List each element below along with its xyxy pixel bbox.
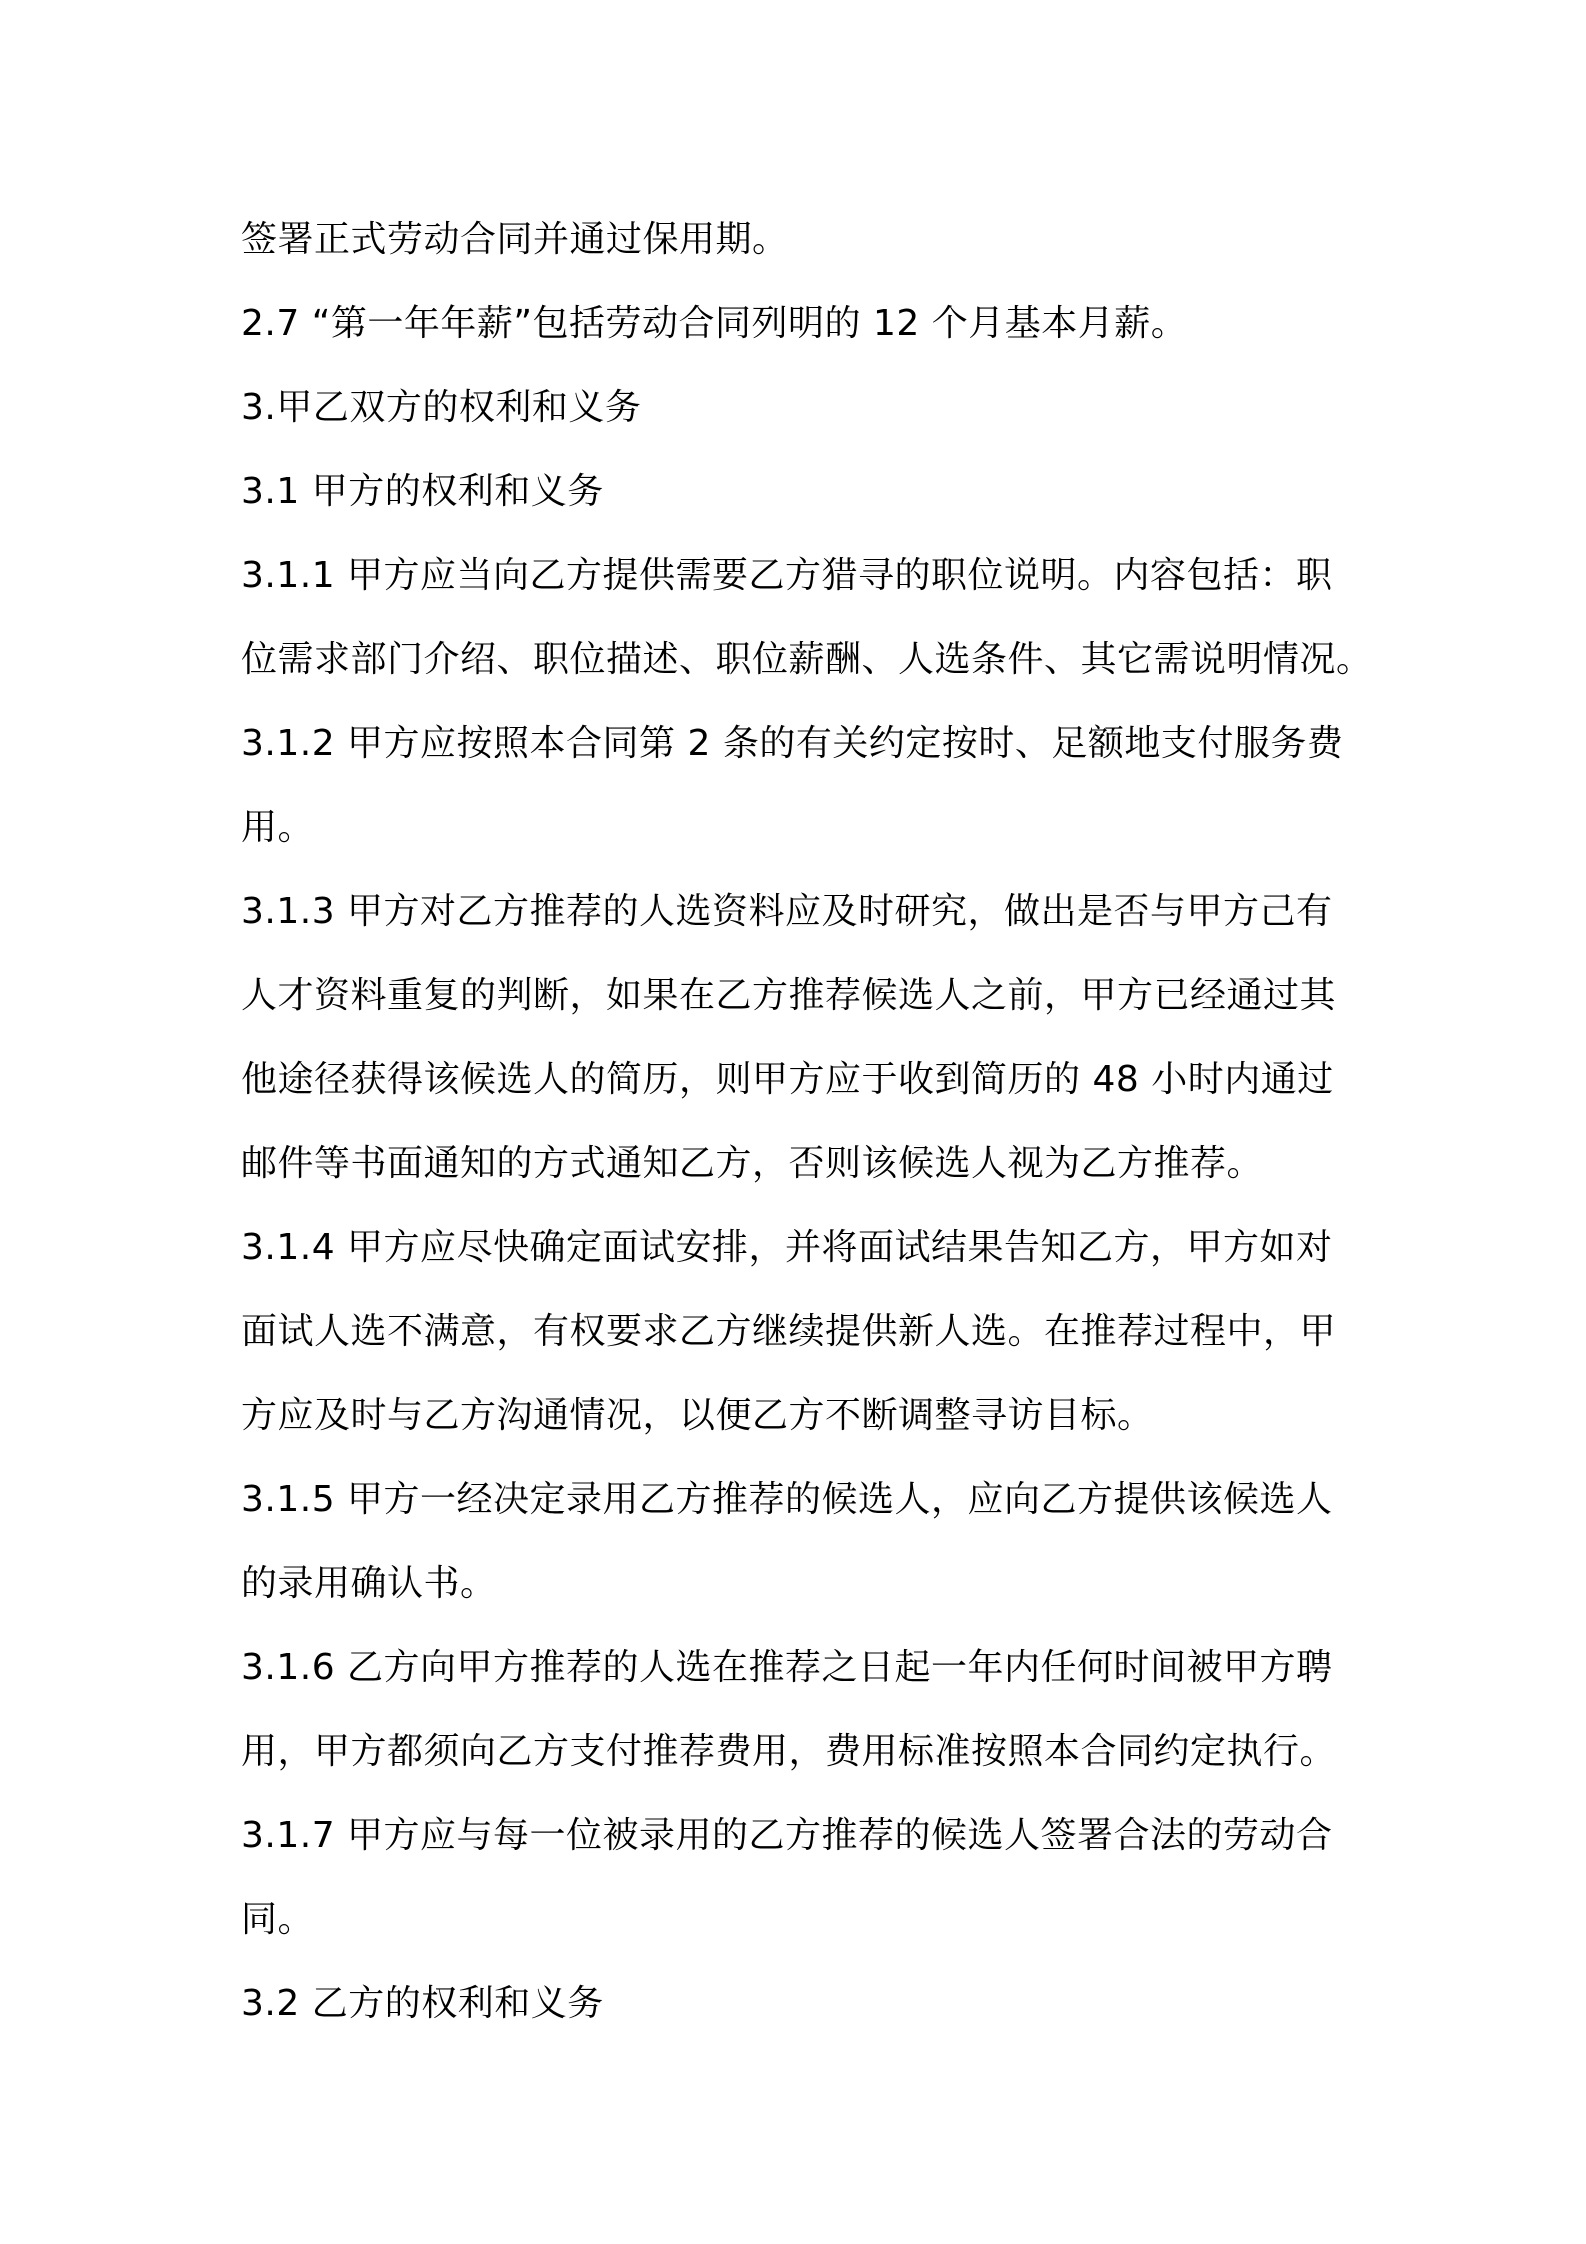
text-line-7: 3.1.2 甲方应按照本合同第 2 条的有关约定按时、足额地支付服务费 <box>241 723 1344 764</box>
text-line-17: 的录用确认书。 <box>241 1563 497 1604</box>
text-line-11: 他途径获得该候选人的简历，则甲方应于收到简历的 48 小时内通过 <box>241 1059 1334 1100</box>
text-line-15: 方应及时与乙方沟通情况，以便乙方不断调整寻访目标。 <box>241 1395 1154 1436</box>
text-line-19: 用，甲方都须向乙方支付推荐费用，费用标准按照本合同约定执行。 <box>241 1731 1337 1772</box>
text-line-10: 人才资料重复的判断，如果在乙方推荐候选人之前，甲方已经通过其 <box>241 975 1337 1016</box>
text-line-9: 3.1.3 甲方对乙方推荐的人选资料应及时研究，做出是否与甲方己有 <box>241 891 1333 932</box>
text-line-6: 位需求部门介绍、职位描述、职位薪酬、人选条件、其它需说明情况。 <box>241 639 1373 680</box>
section-heading-3-2: 3.2 乙方的权利和义务 <box>241 1983 604 2024</box>
section-heading-3-1: 3.1 甲方的权利和义务 <box>241 471 604 512</box>
text-line-8: 用。 <box>241 807 315 848</box>
text-line-5: 3.1.1 甲方应当向乙方提供需要乙方猎寻的职位说明。内容包括：职 <box>241 555 1333 596</box>
text-line-14: 面试人选不满意，有权要求乙方继续提供新人选。在推荐过程中，甲 <box>241 1311 1337 1352</box>
text-line-12: 邮件等书面通知的方式通知乙方，否则该候选人视为乙方推荐。 <box>241 1143 1264 1184</box>
text-line-13: 3.1.4 甲方应尽快确定面试安排，并将面试结果告知乙方，甲方如对 <box>241 1227 1333 1268</box>
text-line-18: 3.1.6 乙方向甲方推荐的人选在推荐之日起一年内任何时间被甲方聘 <box>241 1647 1333 1688</box>
text-line-20: 3.1.7 甲方应与每一位被录用的乙方推荐的候选人签署合法的劳动合 <box>241 1815 1333 1856</box>
document-body <box>241 198 1373 2046</box>
text-line-1: 签署正式劳动合同并通过保用期。 <box>241 219 789 260</box>
section-heading-3: 3.甲乙双方的权利和义务 <box>241 387 642 428</box>
text-line-21: 同。 <box>241 1899 315 1940</box>
text-line-2: 2.7 “第一年年薪”包括劳动合同列明的 12 个月基本月薪。 <box>241 303 1188 344</box>
text-line-16: 3.1.5 甲方一经决定录用乙方推荐的候选人，应向乙方提供该候选人 <box>241 1479 1333 1520</box>
